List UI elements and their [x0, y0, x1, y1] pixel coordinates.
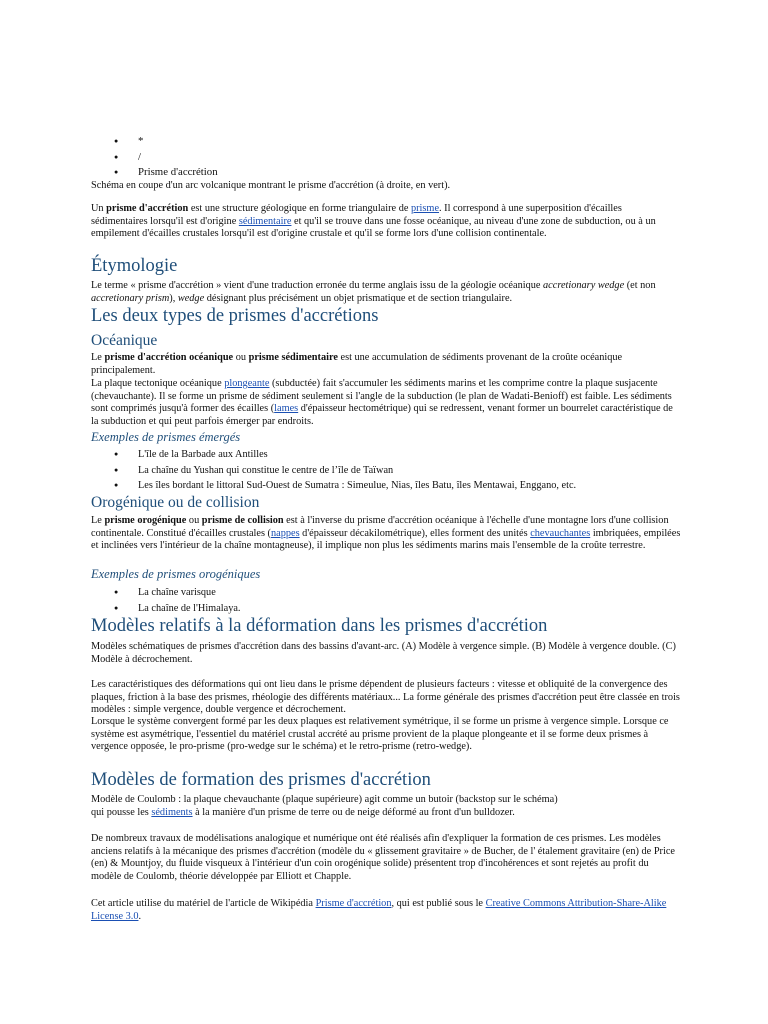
formation-paragraph-2: De nombreux travaux de modélisations analogique et numérique ont été réalisés afin d'expliquer la formation de ces prismes. Les modèles anciens relatifs à la mécanique des prismes d'accrétion (modèle du « glissement gravitaire » de Bucher, de l' étalement gravitaire (en) de Price (en) & Mountjoy, du fluide visqueux à l'intérieur d'un coin orogénique solide) présentent trop d'incohérences et sont rejetés au profit du modèle de Coulomb, théorie développée par Elliott et Chapple.: [91, 833, 675, 882]
breadcrumb-item: ● Prisme d'accrétion: [91, 165, 218, 181]
lames-link[interactable]: lames: [274, 403, 299, 414]
chevauchantes-link[interactable]: chevauchantes: [530, 527, 591, 539]
sediments-link[interactable]: sédiments: [151, 806, 193, 818]
license-paragraph: Cet article utilise du matériel de l'article de Wikipédia Prisme d'accrétion, qui est publié sous le Creative Commons Attribution-Share-Alike License 3.0.: [91, 898, 667, 922]
section-title-deformation: Modèles relatifs à la déformation dans les prismes d'accrétion: [91, 616, 548, 636]
examples-title-orogeniques: Exemples de prismes orogéniques: [91, 567, 261, 581]
nappes-link[interactable]: nappes: [271, 527, 300, 539]
list-item: ● La chaîne de l'Himalaya.: [91, 601, 681, 617]
etymology-paragraph: Le terme « prisme d'accrétion » vient d'une traduction erronée du terme anglais issu de la géologie océanique accretionary wedge (et non accretionary prism), wedge désignant plus précisément un objet prismatique et de section triangulaire.: [91, 280, 656, 304]
breadcrumb-item[interactable]: ● *: [91, 134, 218, 150]
examples-list-orogeniques: [91, 585, 681, 616]
examples-title-emerges: Exemples de prismes émergés: [91, 430, 241, 444]
intro-paragraph: Un prisme d'accrétion est une structure géologique en forme triangulaire de prisme. Il correspond à une superposition d'écailles sédimentaires lorsqu'il est d'origine sédimentaire et qu'il se trouve dans une fosse océanique, au niveau d'une zone de subduction, ou à un empilement d'écailles crustales lorsqu'il est d'origine crustale et qu'il se forme lors d'une collision continentale.: [91, 203, 656, 239]
subsection-title-oceanique: Océanique: [91, 332, 158, 349]
subsection-title-orogenique: Orogénique ou de collision: [91, 494, 260, 511]
deformation-paragraph-2: Lorsque le système convergent formé par les deux plaques est relativement symétrique, il se forme un prisme à vergence simple. Lorsque ce système est asymétrique, l'essentiel du matériel crustal accrété au prisme provient de la plaque plongeante et il se forme deux prismes à vergence opposée, le pro-prisme (pro-wedge sur le schéma) et le retro-prisme (retro-wedge).: [91, 716, 669, 752]
oceanic-paragraph-1: Le prisme d'accrétion océanique ou prisme sédimentaire est une accumulation de sédiments provenant de la croûte océanique principalement.: [91, 352, 623, 376]
section-title-formation: Modèles de formation des prismes d'accrétion: [91, 770, 431, 790]
deformation-paragraph-1: Les caractéristiques des déformations qui ont lieu dans le prisme dépendent de plusieurs facteurs : vitesse et obliquité de la convergence des plaques, friction à la base des prismes, rhéologie des différents matériaux... La forme générale des prismes d'accrétion peut être classée en trois modèles : simple vergence, double vergence et décrochement.: [91, 679, 680, 715]
breadcrumb-item: ● /: [91, 150, 218, 166]
oceanic-paragraph-2: La plaque tectonique océanique plongeante (subductée) fait s'accumuler les sédiments marins et les comprime contre la plaque susjacente (chevauchante). Il se forme un prisme de sédiment seulement si l'angle de la subduction (le plan de Wadati-Benioff) est faible. Les sédiments sont comprimés jusqu'à former des écailles (lames d'épaisseur hectométrique) qui se redressent, venant former un bourrelet caractéristique de la subduction et qui peut parfois émerger par endroits.: [91, 378, 673, 427]
license-link[interactable]: Creative Commons Attribution-Share-Alike License 3.0: [91, 898, 667, 922]
list-item: ● La chaîne du Yushan qui constitue le centre de l’île de Taïwan: [91, 463, 681, 479]
section-title-types: Les deux types de prismes d'accrétions: [91, 306, 379, 326]
sedimentaire-link[interactable]: sédimentaire: [238, 215, 292, 227]
orogenic-paragraph: Le prisme orogénique ou prisme de collision est à l'inverse du prisme d'accrétion océanique à l'échelle d'une montagne lors d'une collision continentale. Constitué d'écailles crustales (nappes d'épaisseur décakilométrique), elles forment des unités chevauchantes imbriquées, empilées et inclinées vers l'intérieur de la chaîne montagneuse), il implique non plus les sédiments marins mais l'ensemble de la croûte terrestre.: [91, 515, 681, 551]
wikipedia-article-link[interactable]: Prisme d'accrétion: [315, 898, 392, 909]
section-title-etymologie: Étymologie: [91, 256, 178, 276]
examples-list-emerges: [91, 447, 681, 494]
breadcrumb: [91, 134, 218, 181]
list-item: ● La chaîne varisque: [91, 585, 681, 601]
list-item: ● Les îles bordant le littoral Sud-Ouest de Sumatra : Simeulue, Nias, îles Batu, îles Mentawai, Enggano, etc.: [91, 478, 681, 494]
figure-caption: Schéma en coupe d'un arc volcanique montrant le prisme d'accrétion (à droite, en vert).: [91, 180, 451, 191]
list-item: ● L'île de la Barbade aux Antilles: [91, 447, 681, 463]
prisme-link[interactable]: prisme: [410, 203, 440, 214]
deformation-caption: Modèles schématiques de prismes d'accrétion dans des bassins d'avant-arc. (A) Modèle à vergence simple. (B) Modèle à vergence double. (C) Modèle à décrochement.: [91, 641, 676, 665]
formation-paragraph-1: Modèle de Coulomb : la plaque chevauchante (plaque supérieure) agit comme un butoir (backstop sur le schéma) qui pousse les sédiments à la manière d'un prisme de terre ou de neige déformé au front d'un bulldozer.: [91, 794, 558, 818]
plongeante-link[interactable]: plongeante: [224, 378, 270, 389]
